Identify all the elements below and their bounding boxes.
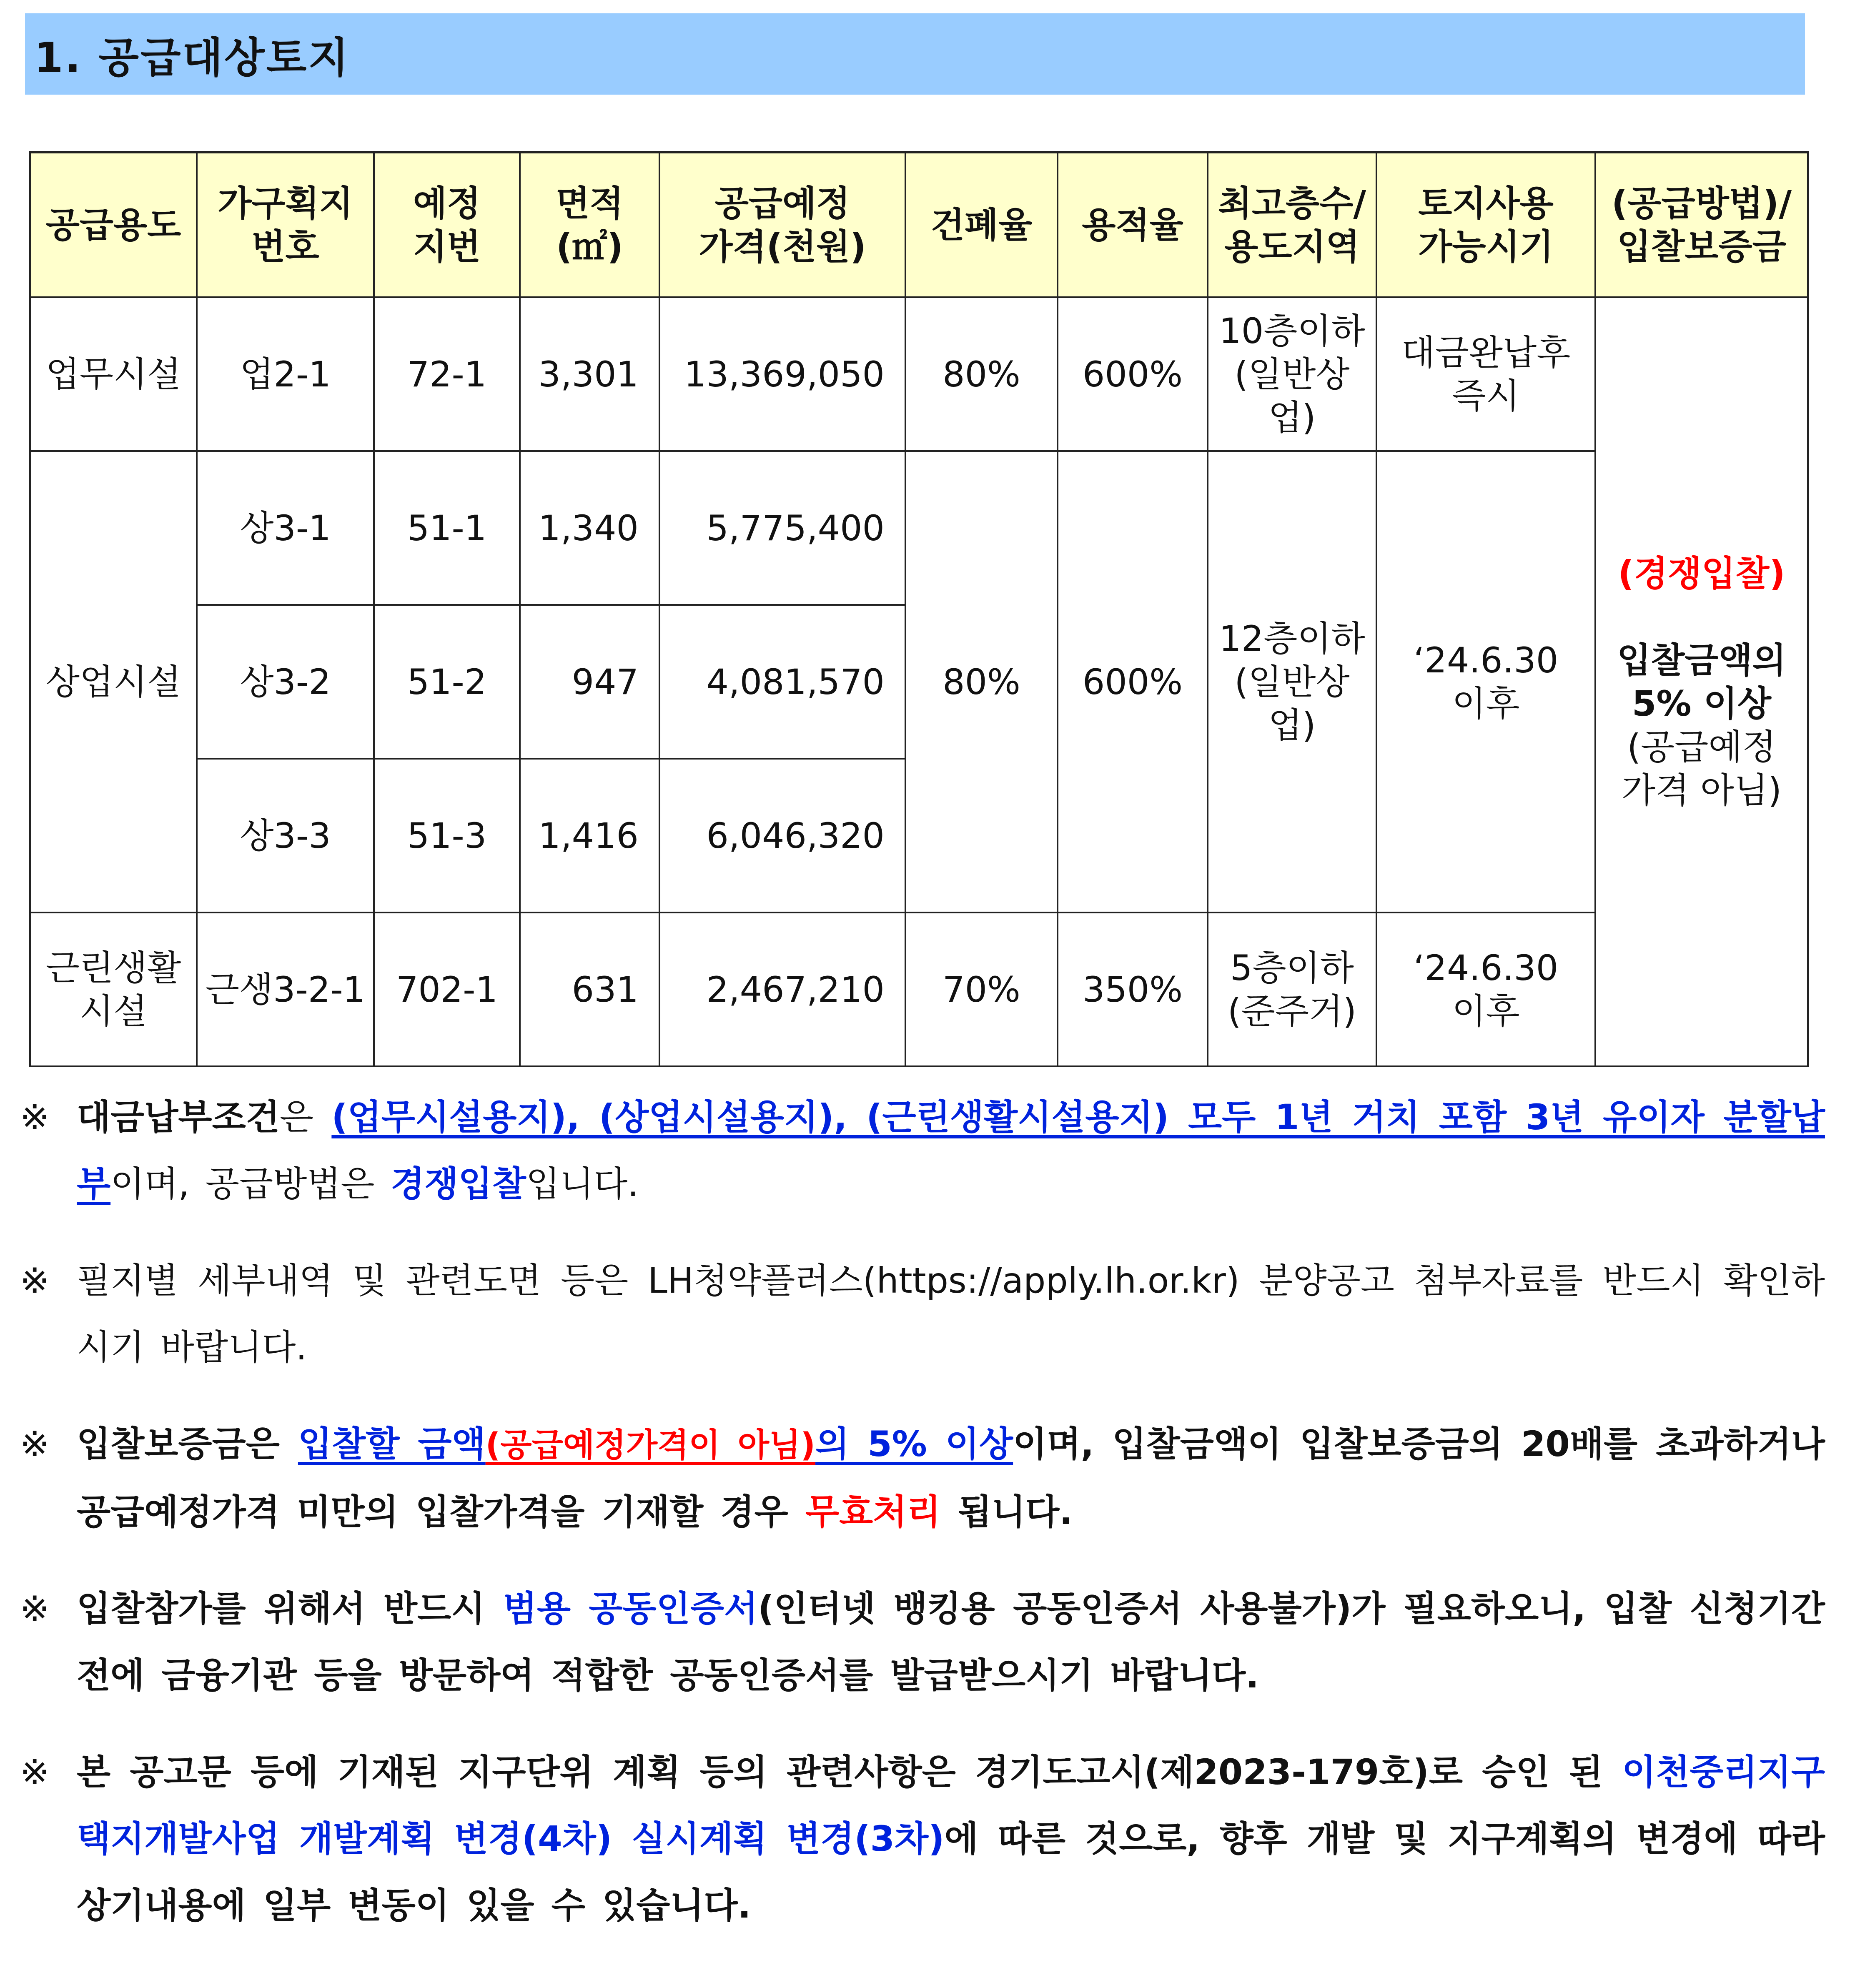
- header-available: 토지사용 가능시기: [1376, 152, 1595, 297]
- note-mark: ※: [20, 1260, 50, 1301]
- use-cell: 근린생활 시설: [30, 913, 197, 1066]
- area-cell: 3,301: [520, 297, 659, 451]
- note-mark: ※: [20, 1752, 50, 1792]
- table-row: [30, 913, 1808, 1066]
- note-text: 본 공고문 등에 기재된 지구단위 계획 등의 관련사항은 경기도고시(제2023-179호)로 승인 된 이천중리지구 택지개발사업 개발계획 변경(4차) 실시계획 변경(3차)에 따른 것으로, 향후 개발 및 지구계획의 변경에 따라 상기내용에 일부 변동이 있을 수 있습니다.: [77, 1752, 1825, 1926]
- note-text: 입찰참가를 위해서 반드시 범용 공동인증서(인터넷 뱅킹용 공동인증서 사용불가)가 필요하오니, 입찰 신청기간 전에 금융기관 등을 방문하여 적합한 공동인증서를 발급받으시기 바랍니다.: [77, 1588, 1825, 1696]
- header-price: 공급예정 가격(천원): [659, 152, 905, 297]
- available-cell: 대금완납후 즉시: [1376, 297, 1595, 451]
- far-cell: 350%: [1058, 913, 1208, 1066]
- header-use: 공급용도: [30, 152, 197, 297]
- available-cell: ‘24.6.30 이후: [1376, 913, 1595, 1066]
- coverage-cell: 80%: [905, 451, 1058, 913]
- supply-method-cell: (경쟁입찰) 입찰금액의 5% 이상 (공급예정 가격 아님): [1595, 297, 1808, 1066]
- note-mark: ※: [20, 1588, 50, 1629]
- note-text: 필지별 세부내역 및 관련도면 등은 LH청약플러스(https://apply.lh.or.kr) 분양공고 첨부자료를 반드시 확인하시기 바랍니다.: [77, 1260, 1825, 1368]
- area-cell: 1,416: [520, 759, 659, 913]
- lot-cell: 업2-1: [197, 297, 374, 451]
- header-far: 용적율: [1058, 152, 1208, 297]
- header-coverage: 건폐율: [905, 152, 1058, 297]
- note-text: 대금납부조건은 (업무시설용지), (상업시설용지), (근린생활시설용지) 모두 1년 거치 포함 3년 유이자 분할납부이며, 공급방법은 경쟁입찰입니다.: [77, 1097, 1825, 1204]
- note-mark: ※: [20, 1424, 50, 1464]
- far-cell: 600%: [1058, 297, 1208, 451]
- floors-cell: 10층이하 (일반상업): [1208, 297, 1376, 451]
- section-title: 1. 공급대상토지: [25, 13, 1805, 95]
- header-floors: 최고층수/ 용도지역: [1208, 152, 1376, 297]
- lot-cell: 상3-3: [197, 759, 374, 913]
- use-cell: 업무시설: [30, 297, 197, 451]
- price-cell: 13,369,050: [659, 297, 905, 451]
- area-cell: 1,340: [520, 451, 659, 605]
- table-header-row: [30, 152, 1808, 297]
- floors-cell: 12층이하 (일반상업): [1208, 451, 1376, 913]
- parcel-cell: 51-2: [374, 605, 520, 759]
- coverage-cell: 80%: [905, 297, 1058, 451]
- use-cell: 상업시설: [30, 451, 197, 913]
- parcel-cell: 51-3: [374, 759, 520, 913]
- price-cell: 4,081,570: [659, 605, 905, 759]
- price-cell: 5,775,400: [659, 451, 905, 605]
- lot-cell: 근생3-2-1: [197, 913, 374, 1066]
- far-cell: 600%: [1058, 451, 1208, 913]
- floors-cell: 5층이하 (준주거): [1208, 913, 1376, 1066]
- note-certificate: [20, 1575, 1825, 1709]
- note-payment: [20, 1084, 1825, 1217]
- note-mark: ※: [20, 1097, 50, 1138]
- area-cell: 947: [520, 605, 659, 759]
- method-label: (경쟁입찰): [1618, 553, 1785, 594]
- note-details: [20, 1247, 1825, 1381]
- lot-cell: 상3-1: [197, 451, 374, 605]
- table-row: [30, 297, 1808, 451]
- parcel-cell: 702-1: [374, 913, 520, 1066]
- price-cell: 2,467,210: [659, 913, 905, 1066]
- note-plan-change: [20, 1739, 1825, 1939]
- parcel-cell: 51-1: [374, 451, 520, 605]
- supply-land-table: [29, 151, 1809, 1067]
- area-cell: 631: [520, 913, 659, 1066]
- header-lot: 가구획지 번호: [197, 152, 374, 297]
- header-parcel: 예정 지번: [374, 152, 520, 297]
- header-method: (공급방법)/ 입찰보증금: [1595, 152, 1808, 297]
- price-cell: 6,046,320: [659, 759, 905, 913]
- note-deposit: [20, 1411, 1825, 1545]
- available-cell: ‘24.6.30 이후: [1376, 451, 1595, 913]
- note-text: 입찰보증금은 입찰할 금액(공급예정가격이 아님)의 5% 이상이며, 입찰금액이 입찰보증금의 20배를 초과하거나 공급예정가격 미만의 입찰가격을 기재할 경우 무효처리 됩니다.: [77, 1424, 1825, 1532]
- coverage-cell: 70%: [905, 913, 1058, 1066]
- header-area: 면적 (㎡): [520, 152, 659, 297]
- table-row: [30, 451, 1808, 605]
- lot-cell: 상3-2: [197, 605, 374, 759]
- parcel-cell: 72-1: [374, 297, 520, 451]
- notes-section: [20, 1084, 1825, 1969]
